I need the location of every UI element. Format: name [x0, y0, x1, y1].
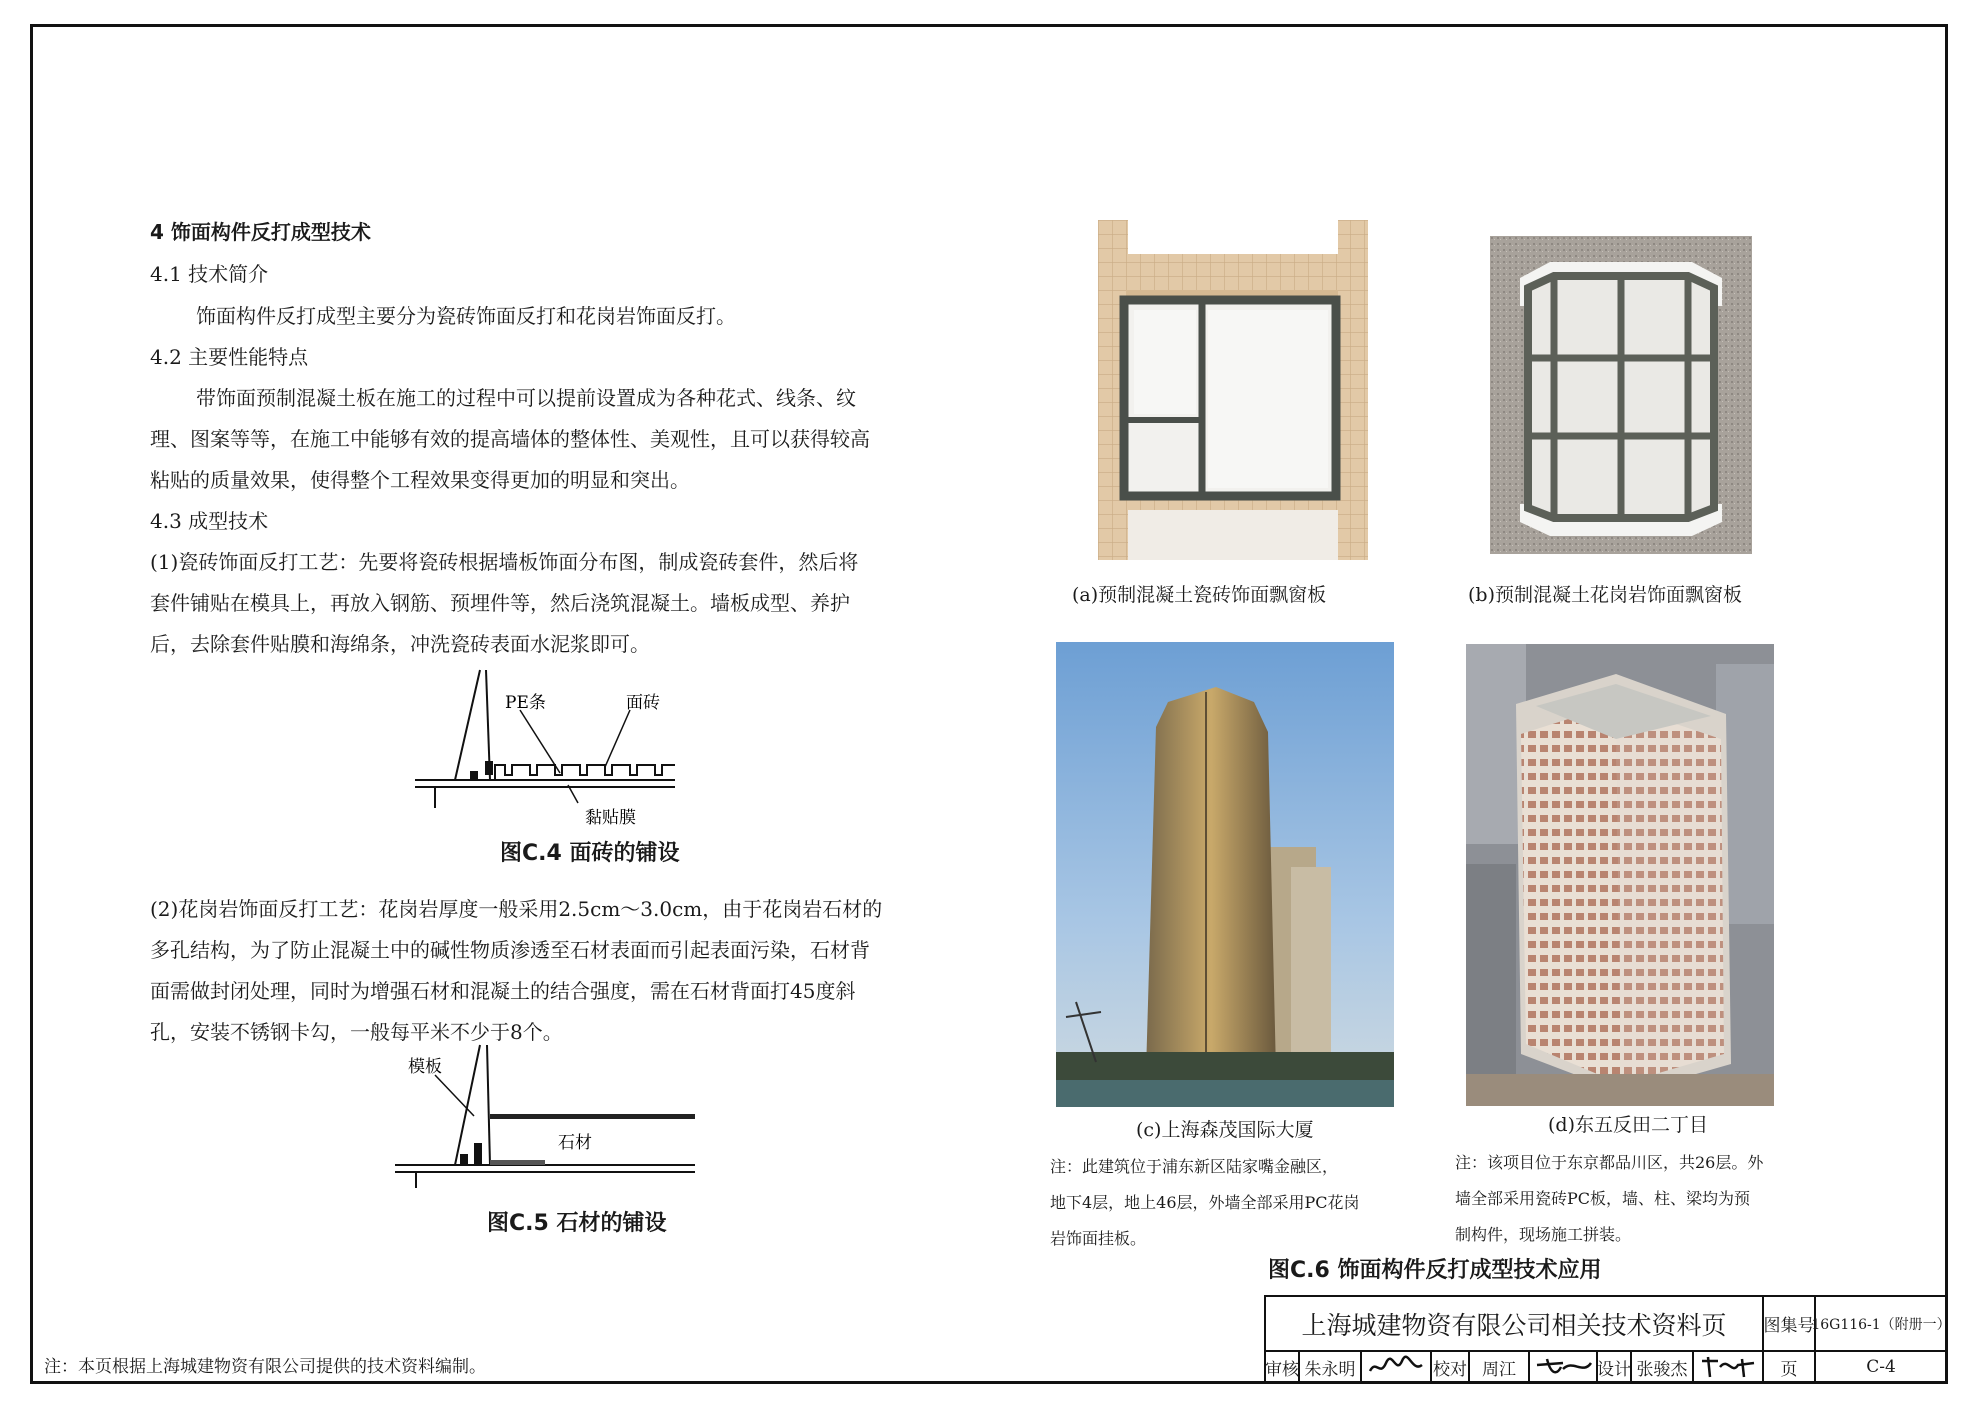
page-label: 页	[1764, 1352, 1816, 1382]
figure-c4-caption: 图C.4 面砖的铺设	[500, 841, 680, 866]
figure-c6-caption: 图C.6 饰面构件反打成型技术应用	[1268, 1258, 1602, 1283]
subsection-4-2-line: 粘贴的质量效果，使得整个工程效果变得更加的明显和突出。	[150, 468, 690, 492]
stone-laying-diagram	[390, 1040, 710, 1190]
photo-d-note-line: 墙全部采用瓷砖PC板，墙、柱、梁均为预	[1455, 1189, 1751, 1208]
paragraph-2-line: 多孔结构，为了防止混凝土中的碱性物质渗透至石材表面而引起表面污染，石材背	[150, 938, 870, 962]
adhesive-film-label: 黏贴膜	[585, 808, 636, 828]
title-block	[1264, 1295, 1951, 1384]
designer-signature	[1694, 1352, 1764, 1382]
subsection-4-3: 4.3 成型技术	[150, 509, 269, 533]
facing-tile-label: 面砖	[626, 693, 660, 713]
review-label: 审核	[1266, 1352, 1300, 1382]
photo-c-caption: (c)上海森茂国际大厦	[1136, 1119, 1314, 1141]
tokyo-tower-photo	[1466, 644, 1774, 1106]
photo-d-caption: (d)东五反田二丁目	[1548, 1114, 1708, 1136]
subsection-4-2-line: 理、图案等等，在施工中能够有效的提高墙体的整体性、美观性，且可以获得较高	[150, 427, 870, 451]
paragraph-2-line: (2)花岗岩饰面反打工艺：花岗岩厚度一般采用2.5cm～3.0cm，由于花岗岩石材的	[150, 897, 883, 921]
formwork-label: 模板	[408, 1057, 442, 1077]
subsection-4-1-body: 饰面构件反打成型主要分为瓷砖饰面反打和花岗岩饰面反打。	[196, 304, 736, 328]
paragraph-2-line: 孔，安装不锈钢卡勾，一般每平米不少于8个。	[150, 1020, 563, 1044]
photo-d-note-line: 注：该项目位于东京都品川区，共26层。外	[1455, 1153, 1764, 1172]
pe-strip-label: PE条	[505, 693, 546, 713]
section-title: 4 饰面构件反打成型技术	[150, 220, 371, 244]
footer-note: 注：本页根据上海城建物资有限公司提供的技术资料编制。	[44, 1357, 486, 1377]
designer-name: 张骏杰	[1632, 1352, 1694, 1382]
atlas-number: 16G116-1（附册一）	[1816, 1297, 1946, 1352]
check-label: 校对	[1432, 1352, 1470, 1382]
paragraph-1-line: (1)瓷砖饰面反打工艺：先要将瓷砖根据墙板饰面分布图，制成瓷砖套件，然后将	[150, 550, 859, 574]
paragraph-2-line: 面需做封闭处理，同时为增强石材和混凝土的结合强度，需在石材背面打45度斜	[150, 979, 856, 1003]
figure-c5-caption: 图C.5 石材的铺设	[487, 1211, 667, 1236]
checker-signature	[1530, 1352, 1598, 1382]
paragraph-1-line: 后，去除套件贴膜和海绵条，冲洗瓷砖表面水泥浆即可。	[150, 632, 650, 656]
photo-d-note-line: 制构件，现场施工拼装。	[1455, 1225, 1632, 1244]
subsection-4-1: 4.1 技术简介	[150, 262, 269, 286]
shanghai-tower-photo	[1056, 642, 1394, 1107]
subsection-4-2-line: 带饰面预制混凝土板在施工的过程中可以提前设置成为各种花式、线条、纹	[196, 386, 856, 410]
photo-b-caption: (b)预制混凝土花岗岩饰面飘窗板	[1468, 584, 1742, 606]
tile-laying-diagram	[400, 665, 700, 830]
subsection-4-2: 4.2 主要性能特点	[150, 345, 309, 369]
photo-c-note-line: 地下4层，地上46层，外墙全部采用PC花岗	[1050, 1193, 1360, 1212]
reviewer-name: 朱永明	[1300, 1352, 1362, 1382]
atlas-number-label: 图集号	[1764, 1297, 1816, 1352]
design-label: 设计	[1598, 1352, 1632, 1382]
photo-a-caption: (a)预制混凝土瓷砖饰面飘窗板	[1072, 584, 1327, 606]
stone-label: 石材	[558, 1133, 592, 1153]
reviewer-signature	[1362, 1352, 1432, 1382]
checker-name: 周江	[1470, 1352, 1530, 1382]
photo-c-note-line: 注：此建筑位于浦东新区陆家嘴金融区，	[1050, 1157, 1339, 1176]
photo-c-note-line: 岩饰面挂板。	[1050, 1229, 1147, 1248]
paragraph-1-line: 套件铺贴在模具上，再放入钢筋、预埋件等，然后浇筑混凝土。墙板成型、养护	[150, 591, 850, 615]
granite-bay-window-photo	[1490, 236, 1752, 554]
title-block-title: 上海城建物资有限公司相关技术资料页	[1266, 1297, 1764, 1352]
tile-bay-window-photo	[1098, 220, 1368, 560]
page-number: C-4	[1866, 1357, 1896, 1377]
